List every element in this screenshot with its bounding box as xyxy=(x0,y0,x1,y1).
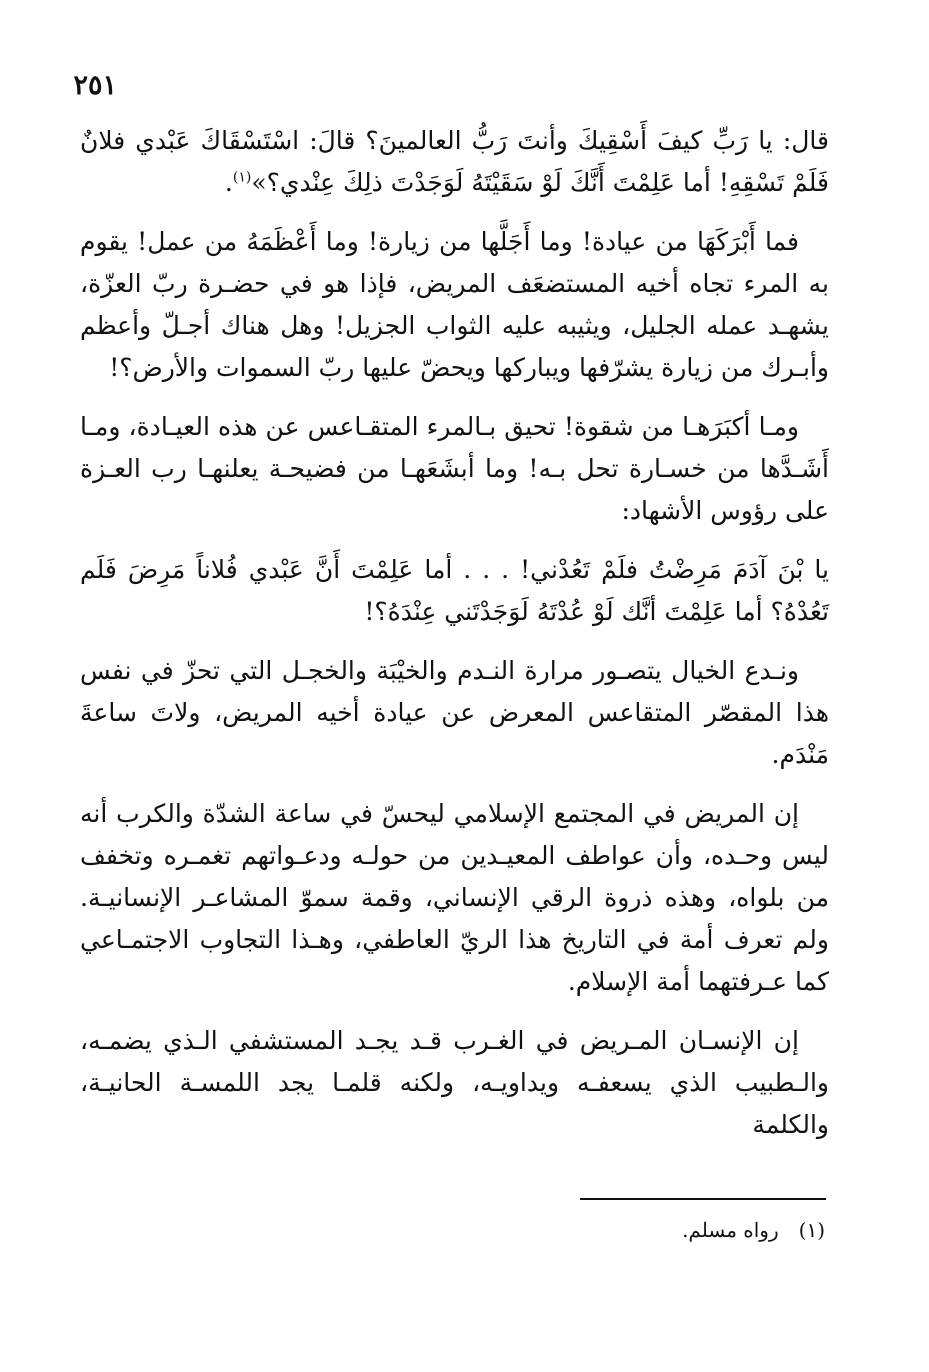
paragraph-text: قال: يا رَبِّ كيفَ أَسْقِيكَ وأنتَ رَبُّ العالمينَ؟ قالَ: اسْتَسْقَاكَ عَبْدي فلانٌ فَلَمْ تَسْقِهِ! أما عَلِمْتَ أَنَّكَ لَوْ سَقَيْتَهُ لَوَجَدْتَ ذلِكَ عِنْدي؟» xyxy=(80,126,829,197)
page-number: ٢٥١ xyxy=(73,70,117,101)
paragraph-hadith-quote: يا بْنَ آدَمَ مَرِضْتُ فلَمْ تَعُدْني! . . . أما عَلِمْتَ أَنَّ عَبْدي فُلاناً مَرِضَ فَلَم تَعُدْهُ؟ أما عَلِمْتَ أنَّك لَوْ عُدْتَهُ لَوَجَدْتَني عِنْدَهُ؟! xyxy=(80,555,829,626)
paragraph-tail: . xyxy=(224,168,233,197)
paragraph-regret: ونـدع الخيال يتصـور مرارة النـدم والخيْبَة والخجـل التي تحزّ في نفس هذا المقصّر المتقاعس المعرض عن عيادة أخيه المريض، ولاتَ ساعةَ مَنْدَم. xyxy=(80,656,829,769)
paragraph-misery: ومـا أكبَرَهـا من شقوة! تحيق بـالمرء المتقـاعس عن هذه العيـادة، ومـا أَشَـدَّها من خسـارة تحل بـه! وما أبشَعَهـا من فضيحـة يعلنهـا رب العـزة على رؤوس الأشهاد: xyxy=(80,412,829,525)
body-text xyxy=(80,120,829,1163)
footnote-reference: (١) xyxy=(232,169,252,186)
footnote-number: (١) xyxy=(798,1218,825,1242)
paragraph-west: إن الإنسـان المـريض في الغـرب قـد يجـد المستشفي الـذي يضمـه، والـطبيب الذي يسعفـه ويداويـه، ولكنه قلمـا يجد اللمسـة الحانيـة، والكلمة xyxy=(80,1026,829,1139)
footnote xyxy=(682,1216,825,1244)
paragraph-islamic-society: إن المريض في المجتمع الإسلامي ليحسّ في ساعة الشدّة والكرب أنه ليس وحـده، وأن عواطف المعيـدين من حولـه ودعـواتهم تغمـره وتخفف من بلواه، وهذه ذروة الرقي الإنساني، وقمة سموّ المشاعـر الإنسانيـة. ولم تعرف أمة في التاريخ هذا الريّ العاطفي، وهـذا التجاوب الاجتمـاعي كما عـرفتهما أمة الإسلام. xyxy=(80,799,829,996)
footnote-text: رواه مسلم. xyxy=(682,1218,779,1242)
paragraph-hadith-continuation xyxy=(80,120,829,204)
paragraph-blessing: فما أَبْرَكَهَا من عيادة! وما أَجَلَّها من زيارة! وما أَعْظَمَهُ من عمل! يقوم به المرء تجاه أخيه المستضعَف المريض، فإذا هو في حضـرة ربّ العزّة، يشهـد عمله الجليل، ويثيبه عليه الثواب الجزيل! وهل هناك أجـلّ وأعظم وأبـرك من زيارة يشرّفها ويباركها ويحضّ عليها ربّ السموات والأرض؟! xyxy=(80,227,829,382)
footnote-divider xyxy=(580,1198,826,1200)
